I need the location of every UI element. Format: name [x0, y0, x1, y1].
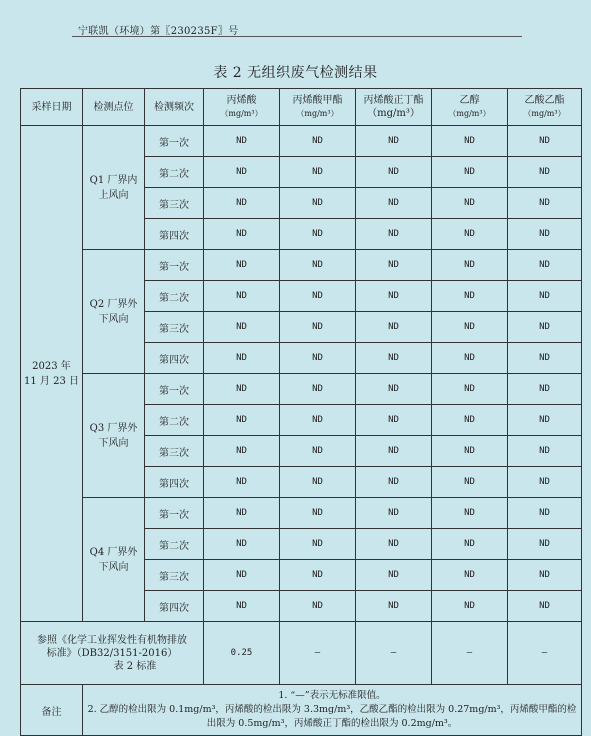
result-value-cell: ND: [204, 498, 280, 529]
frequency-cell: 第三次: [145, 436, 204, 467]
result-value-cell: ND: [280, 250, 356, 281]
result-value-cell: ND: [508, 219, 582, 250]
monitoring-point-line: 下风向: [98, 561, 129, 573]
result-value-cell: ND: [432, 219, 508, 250]
frequency-cell: 第三次: [145, 312, 204, 343]
result-value-cell: ND: [432, 126, 508, 157]
result-value-cell: ND: [432, 467, 508, 498]
sampling-date-cell: [21, 126, 83, 622]
result-value-cell: ND: [508, 436, 582, 467]
result-value-cell: ND: [432, 312, 508, 343]
result-value-cell: ND: [204, 343, 280, 374]
result-value-cell: ND: [432, 591, 508, 622]
result-value-cell: ND: [508, 405, 582, 436]
notes-content: [83, 685, 582, 736]
frequency-cell: 第三次: [145, 560, 204, 591]
frequency-cell: 第三次: [145, 188, 204, 219]
result-value-cell: ND: [280, 374, 356, 405]
monitoring-point-line: Q4 厂界外: [89, 546, 138, 558]
result-value-cell: ND: [356, 591, 432, 622]
column-unit: （mg/m³）: [220, 109, 263, 118]
result-value-cell: ND: [508, 591, 582, 622]
result-value-cell: ND: [508, 374, 582, 405]
frequency-cell: 第二次: [145, 281, 204, 312]
document-reference-number: 宁联凯（环境）第〖230235F〗号: [78, 26, 239, 37]
result-value-cell: ND: [280, 157, 356, 188]
result-value-cell: ND: [356, 467, 432, 498]
standard-label-line: 表 2 标准: [113, 660, 157, 672]
result-value-cell: ND: [508, 157, 582, 188]
result-value-cell: ND: [508, 343, 582, 374]
result-value-cell: ND: [508, 529, 582, 560]
header-point: 检测点位: [83, 89, 145, 126]
result-value-cell: ND: [280, 312, 356, 343]
notes-row: [21, 685, 582, 736]
result-value-cell: ND: [280, 281, 356, 312]
header-acrylic-acid: [204, 89, 280, 126]
result-value-cell: ND: [508, 312, 582, 343]
result-value-cell: ND: [356, 498, 432, 529]
standard-limit-cell: —: [508, 622, 582, 685]
monitoring-point-line: Q1 厂界内: [89, 174, 138, 186]
monitoring-point-cell: [83, 250, 145, 374]
result-value-cell: ND: [204, 312, 280, 343]
result-value-cell: ND: [432, 405, 508, 436]
frequency-cell: 第四次: [145, 219, 204, 250]
header-divider: [72, 36, 522, 37]
header-ethyl-acetate: [508, 89, 582, 126]
result-value-cell: ND: [356, 374, 432, 405]
column-unit: （mg/m³）: [523, 109, 566, 118]
result-value-cell: ND: [204, 281, 280, 312]
header-frequency: 检测频次: [145, 89, 204, 126]
note-line: 1. “—”表示无标准限值。: [278, 690, 386, 701]
frequency-cell: 第四次: [145, 467, 204, 498]
frequency-cell: 第一次: [145, 498, 204, 529]
result-value-cell: ND: [356, 219, 432, 250]
result-value-cell: ND: [432, 157, 508, 188]
notes-label: 备注: [21, 685, 83, 736]
result-value-cell: ND: [356, 343, 432, 374]
table-row: [21, 498, 582, 529]
result-value-cell: ND: [356, 436, 432, 467]
result-value-cell: ND: [280, 529, 356, 560]
result-value-cell: ND: [432, 343, 508, 374]
result-value-cell: ND: [508, 281, 582, 312]
standard-label-line: 标准》（DB32/3151-2016）: [46, 647, 178, 659]
result-value-cell: ND: [280, 188, 356, 219]
result-value-cell: ND: [356, 157, 432, 188]
result-value-cell: ND: [204, 188, 280, 219]
result-value-cell: ND: [204, 467, 280, 498]
standard-limit-cell: —: [280, 622, 356, 685]
result-value-cell: ND: [508, 498, 582, 529]
result-value-cell: ND: [204, 529, 280, 560]
column-name: 乙醇: [459, 95, 480, 106]
header-ethanol: [432, 89, 508, 126]
standard-limit-cell: —: [432, 622, 508, 685]
result-value-cell: ND: [204, 157, 280, 188]
result-value-cell: ND: [204, 126, 280, 157]
column-unit: （mg/m³）: [296, 109, 339, 118]
sampling-date-line: 2023 年: [32, 360, 71, 372]
result-value-cell: ND: [280, 467, 356, 498]
result-value-cell: ND: [204, 405, 280, 436]
frequency-cell: 第一次: [145, 374, 204, 405]
table-title: 表 2 无组织废气检测结果: [213, 65, 378, 81]
table-row: [21, 126, 582, 157]
result-value-cell: ND: [280, 343, 356, 374]
column-name: 乙酸乙酯: [524, 95, 565, 106]
result-value-cell: ND: [356, 405, 432, 436]
table-body: [21, 126, 582, 736]
result-value-cell: ND: [356, 188, 432, 219]
result-value-cell: ND: [280, 560, 356, 591]
result-value-cell: ND: [432, 560, 508, 591]
result-value-cell: ND: [508, 188, 582, 219]
frequency-cell: 第四次: [145, 343, 204, 374]
column-name: 丙烯酸正丁酯（mg/m³）: [363, 95, 424, 119]
frequency-cell: 第二次: [145, 529, 204, 560]
frequency-cell: 第二次: [145, 405, 204, 436]
monitoring-point-line: 下风向: [98, 313, 129, 325]
result-value-cell: ND: [356, 560, 432, 591]
result-value-cell: ND: [280, 219, 356, 250]
standard-row: [21, 622, 582, 685]
monitoring-point-cell: [83, 374, 145, 498]
header-methyl-acrylate: [280, 89, 356, 126]
result-value-cell: ND: [280, 126, 356, 157]
result-value-cell: ND: [280, 591, 356, 622]
column-unit: （mg/m³）: [448, 109, 491, 118]
results-table: [20, 88, 582, 736]
header-date: 采样日期: [21, 89, 83, 126]
column-name: 丙烯酸甲酯: [292, 95, 343, 106]
frequency-cell: 第一次: [145, 126, 204, 157]
standard-label-line: 参照《化学工业挥发性有机物排放: [37, 634, 187, 646]
result-value-cell: ND: [356, 281, 432, 312]
monitoring-point-cell: [83, 126, 145, 250]
frequency-cell: 第二次: [145, 157, 204, 188]
result-value-cell: ND: [356, 250, 432, 281]
result-value-cell: ND: [204, 591, 280, 622]
result-value-cell: ND: [204, 219, 280, 250]
monitoring-point-line: 下风向: [98, 437, 129, 449]
header-butyl-acrylate: [356, 89, 432, 126]
result-value-cell: ND: [356, 126, 432, 157]
result-value-cell: ND: [432, 436, 508, 467]
table-row: [21, 250, 582, 281]
result-value-cell: ND: [204, 560, 280, 591]
result-value-cell: ND: [432, 374, 508, 405]
result-value-cell: ND: [280, 436, 356, 467]
result-value-cell: ND: [508, 467, 582, 498]
result-value-cell: ND: [204, 436, 280, 467]
standard-label-cell: [21, 622, 204, 685]
result-value-cell: ND: [432, 250, 508, 281]
monitoring-point-line: 上风向: [98, 189, 129, 201]
result-value-cell: ND: [508, 560, 582, 591]
result-value-cell: ND: [508, 250, 582, 281]
monitoring-point-line: Q3 厂界外: [89, 422, 138, 434]
result-value-cell: ND: [204, 374, 280, 405]
standard-limit-cell: —: [356, 622, 432, 685]
result-value-cell: ND: [280, 405, 356, 436]
result-value-cell: ND: [432, 498, 508, 529]
result-value-cell: ND: [508, 126, 582, 157]
frequency-cell: 第一次: [145, 250, 204, 281]
monitoring-point-cell: [83, 498, 145, 622]
monitoring-point-line: Q2 厂界外: [89, 298, 138, 310]
header-row: [21, 89, 582, 126]
result-value-cell: ND: [356, 312, 432, 343]
table-row: [21, 374, 582, 405]
result-value-cell: ND: [432, 529, 508, 560]
result-value-cell: ND: [204, 250, 280, 281]
column-name: 丙烯酸: [226, 95, 257, 106]
result-value-cell: ND: [432, 281, 508, 312]
note-line: 2. 乙醇的检出限为 0.1mg/m³，丙烯酸的检出限为 3.3mg/m³，乙酸乙酯的检出限为 0.27mg/m³，丙烯酸甲酯的检出限为 0.5mg/m³，丙烯酸正丁酯的检出限为 0.2mg/m³。: [87, 704, 577, 729]
result-value-cell: ND: [356, 529, 432, 560]
result-value-cell: ND: [280, 498, 356, 529]
result-value-cell: ND: [432, 188, 508, 219]
standard-limit-cell: 0.25: [204, 622, 280, 685]
frequency-cell: 第四次: [145, 591, 204, 622]
sampling-date-line: 11 月 23 日: [24, 375, 79, 387]
